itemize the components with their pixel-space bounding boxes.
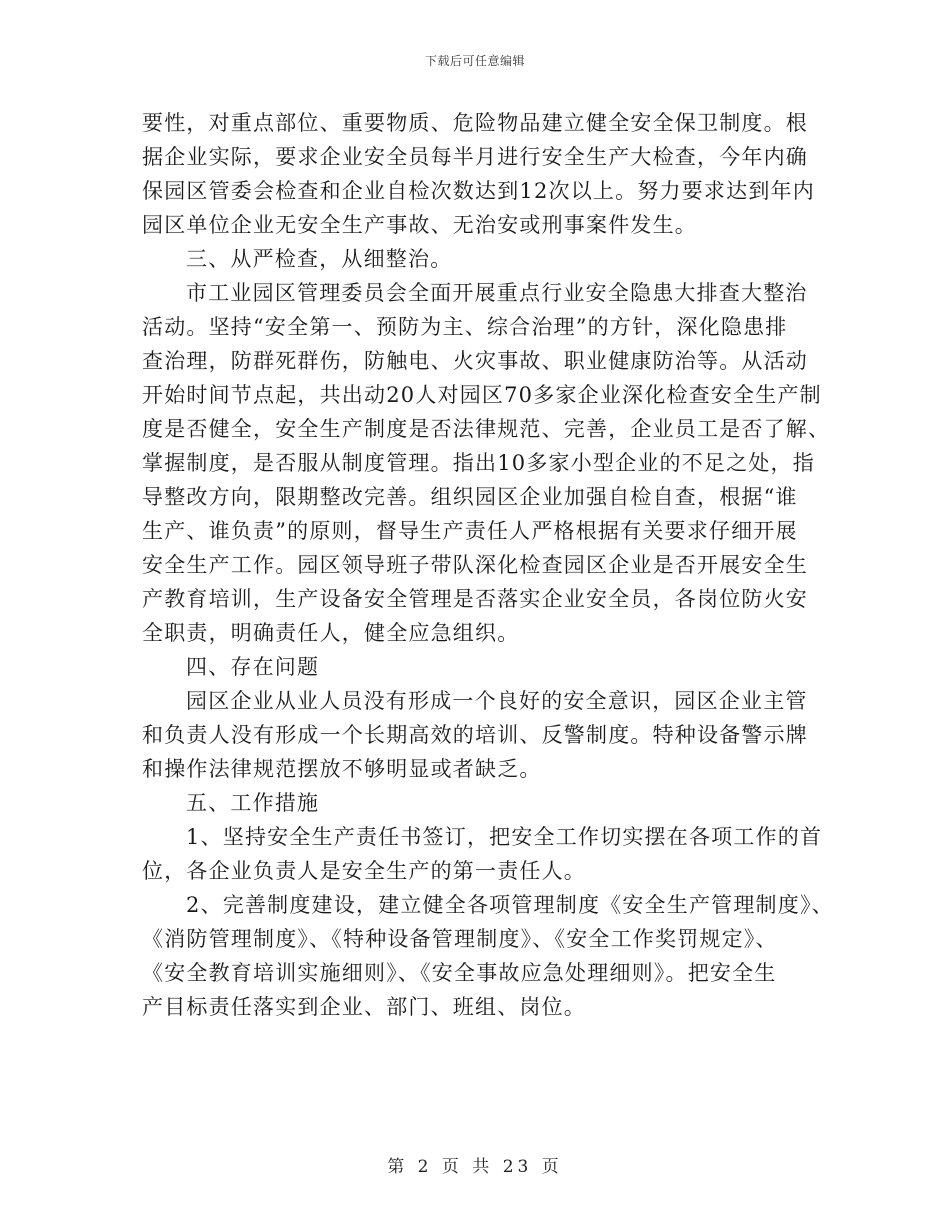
body-line: 导整改方向，限期整改完善。组织园区企业加强自检自查，根据“谁 — [142, 485, 798, 509]
body-line: 据企业实际，要求企业安全员每半月进行安全生产大检查，今年内确 — [142, 145, 808, 169]
page-header: 下载后可任意编辑 — [424, 54, 525, 68]
body-line: 安全生产工作。园区领导班子带队深化检查园区企业是否开展安全生 — [142, 553, 808, 577]
body-line: 活动。坚持“安全第一、预防为主、综合治理”的方针，深化隐患排 — [142, 315, 788, 339]
body-line: 和操作法律规范摆放不够明显或者缺乏。 — [142, 757, 542, 781]
body-line: 全职责，明确责任人，健全应急组织。 — [142, 621, 520, 645]
body-line: 1、坚持安全生产责任书签订，把安全工作切实摆在各项工作的首 — [186, 825, 823, 849]
page-footer: 第 2 页 共 23 页 — [387, 1157, 563, 1177]
body-line: 《消防管理制度》、《特种设备管理制度》、《安全工作奖罚规定》、 — [142, 927, 778, 951]
body-line: 度是否健全，安全生产制度是否法律规范、完善，企业员工是否了解、 — [142, 417, 831, 441]
body-line: 生产、谁负责”的原则，督导生产责任人严格根据有关要求仔细开展 — [142, 519, 798, 543]
body-line: 产目标责任落实到企业、部门、班组、岗位。 — [142, 995, 586, 1019]
body-line: 产教育培训，生产设备安全管理是否落实企业安全员，各岗位防火安 — [142, 587, 808, 611]
body-line: 《安全教育培训实施细则》、《安全事故应急处理细则》。把安全生 — [142, 961, 777, 985]
body-line: 查治理，防群死群伤，防触电、火灾事故、职业健康防治等。从活动 — [142, 349, 808, 373]
body-line: 要性，对重点部位、重要物质、危险物品建立健全安全保卫制度。根 — [142, 111, 808, 135]
body-line: 园区单位企业无安全生产事故、无治安或刑事案件发生。 — [142, 213, 697, 237]
body-line: 和负责人没有形成一个长期高效的培训、反警制度。特种设备警示牌 — [142, 723, 808, 747]
body-line: 开始时间节点起，共出动20人对园区70多家企业深化检查安全生产制 — [142, 383, 822, 407]
body-line: 五、工作措施 — [186, 791, 320, 815]
body-line: 市工业园区管理委员会全面开展重点行业安全隐患大排查大整治 — [186, 281, 808, 305]
body-line: 2、完善制度建设，建立健全各项管理制度《安全生产管理制度》、 — [186, 893, 834, 917]
body-line: 三、从严检查，从细整治。 — [186, 247, 453, 271]
document-body — [142, 106, 834, 1024]
body-line: 园区企业从业人员没有形成一个良好的安全意识，园区企业主管 — [186, 689, 808, 713]
body-line: 掌握制度，是否服从制度管理。指出10多家小型企业的不足之处，指 — [142, 451, 815, 475]
body-line: 四、存在问题 — [186, 655, 320, 679]
body-line: 保园区管委会检查和企业自检次数达到12次以上。努力要求达到年内 — [142, 179, 815, 203]
body-line: 位，各企业负责人是安全生产的第一责任人。 — [142, 859, 586, 883]
